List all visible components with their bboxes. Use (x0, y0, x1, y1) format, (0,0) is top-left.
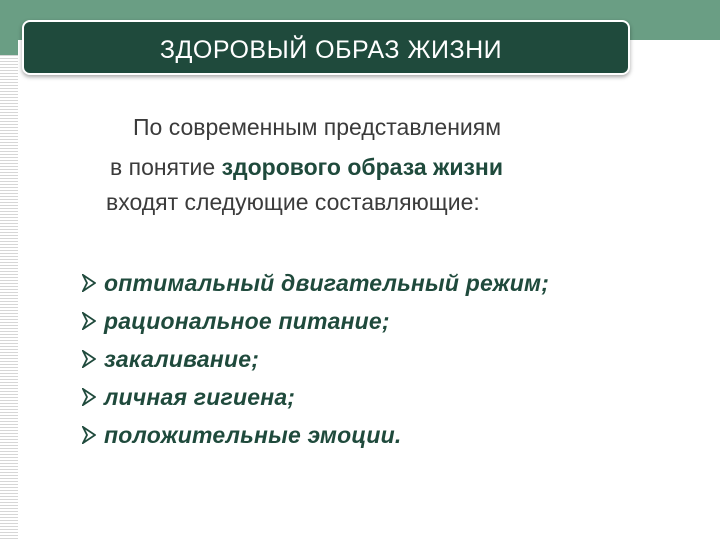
bullet-text: закаливание; (104, 345, 260, 372)
striped-margin (0, 55, 18, 540)
intro-line-3: входят следующие составляющие: (106, 189, 480, 215)
arrowhead-bullet-icon (82, 426, 96, 444)
arrowhead-bullet-icon (82, 312, 96, 330)
arrowhead-bullet-icon (82, 274, 96, 292)
intro-line-1: По современным представлениям (133, 114, 502, 140)
bullet-text: оптимальный двигательный режим; (104, 269, 550, 296)
arrowhead-bullet-icon (82, 388, 96, 406)
arrowhead-bullet-icon (82, 350, 96, 368)
intro-line-2-prefix: в понятие (110, 154, 222, 180)
intro-line-2 (110, 153, 503, 181)
bullet-text: рациональное питание; (104, 307, 390, 334)
bullet-list (82, 264, 549, 454)
list-item (82, 378, 549, 416)
bullet-text: положительные эмоции. (104, 421, 402, 448)
title-bar (22, 20, 630, 75)
bullet-text: личная гигиена; (104, 383, 296, 410)
list-item (82, 264, 549, 302)
list-item (82, 302, 549, 340)
intro-highlight: здорового образа жизни (221, 154, 503, 180)
list-item (82, 416, 549, 454)
list-item (82, 340, 549, 378)
slide-title: ЗДОРОВЫЙ ОБРАЗ ЖИЗНИ (159, 36, 503, 64)
